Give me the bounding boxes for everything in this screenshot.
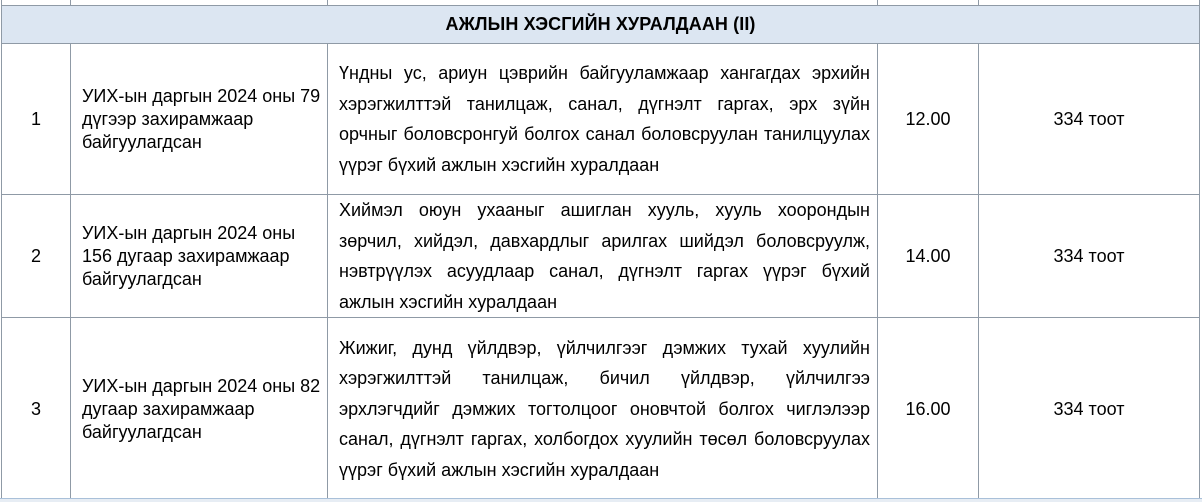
authority-cell[interactable]: УИХ-ын даргын 2024 оны 79 дүгээр захирамжаар байгуулагдсан bbox=[71, 44, 328, 195]
time-cell[interactable]: 14.00 bbox=[878, 195, 979, 318]
topic-cell[interactable]: Жижиг, дунд үйлдвэр, үйлчилгээг дэмжих тухай хуулийн хэрэгжилттэй танилцаж, бичил үйлдвэр, үйлчилгээ эрхлэгчдийг дэмжих тогтолцоог оновчтой болгох чиглэлээр санал, дүгнэлт гаргах, холбогдох хуулийн төсөл боловсруулах үүрэг бүхий ажлын хэсгийн хуралдаан bbox=[328, 318, 878, 501]
section-title[interactable]: АЖЛЫН ХЭСГИЙН ХУРАЛДААН (II) bbox=[2, 6, 1200, 44]
row-number-cell[interactable]: 1 bbox=[2, 44, 71, 195]
letter-cell[interactable]: 334 тоот bbox=[979, 195, 1200, 318]
authority-cell[interactable]: УИХ-ын даргын 2024 оны 156 дугаар захирамжаар байгуулагдсан bbox=[71, 195, 328, 318]
topic-cell[interactable]: Үндны ус, ариун цэврийн байгууламжаар хангагдах эрхийн хэрэгжилттэй танилцаж, санал, дүгнэлт гаргах, эрх зүйн орчныг боловсронгуй болгох санал боловсруулан танилцуулах үүрэг бүхий ажлын хэсгийн хуралдаан bbox=[328, 44, 878, 195]
next-row-edge bbox=[0, 498, 1202, 502]
topic-cell[interactable]: Хиймэл оюун ухааныг ашиглан хууль, хууль хоорондын зөрчил, хийдэл, давхардлыг арилгах шийдэл боловсруулж, нэвтрүүлэх асуудлаар санал, дүгнэлт гаргах үүрэг бүхий ажлын хэсгийн хуралдаан bbox=[328, 195, 878, 318]
time-cell[interactable]: 12.00 bbox=[878, 44, 979, 195]
time-cell[interactable]: 16.00 bbox=[878, 318, 979, 501]
table-row bbox=[2, 195, 1200, 318]
table-row bbox=[2, 318, 1200, 501]
authority-cell[interactable]: УИХ-ын даргын 2024 оны 82 дугаар захирамжаар байгуулагдсан bbox=[71, 318, 328, 501]
section-header-row bbox=[2, 6, 1200, 44]
row-number-cell[interactable]: 3 bbox=[2, 318, 71, 501]
letter-cell[interactable]: 334 тоот bbox=[979, 318, 1200, 501]
table-row bbox=[2, 44, 1200, 195]
meeting-schedule-table bbox=[1, 0, 1200, 501]
letter-cell[interactable]: 334 тоот bbox=[979, 44, 1200, 195]
row-number-cell[interactable]: 2 bbox=[2, 195, 71, 318]
